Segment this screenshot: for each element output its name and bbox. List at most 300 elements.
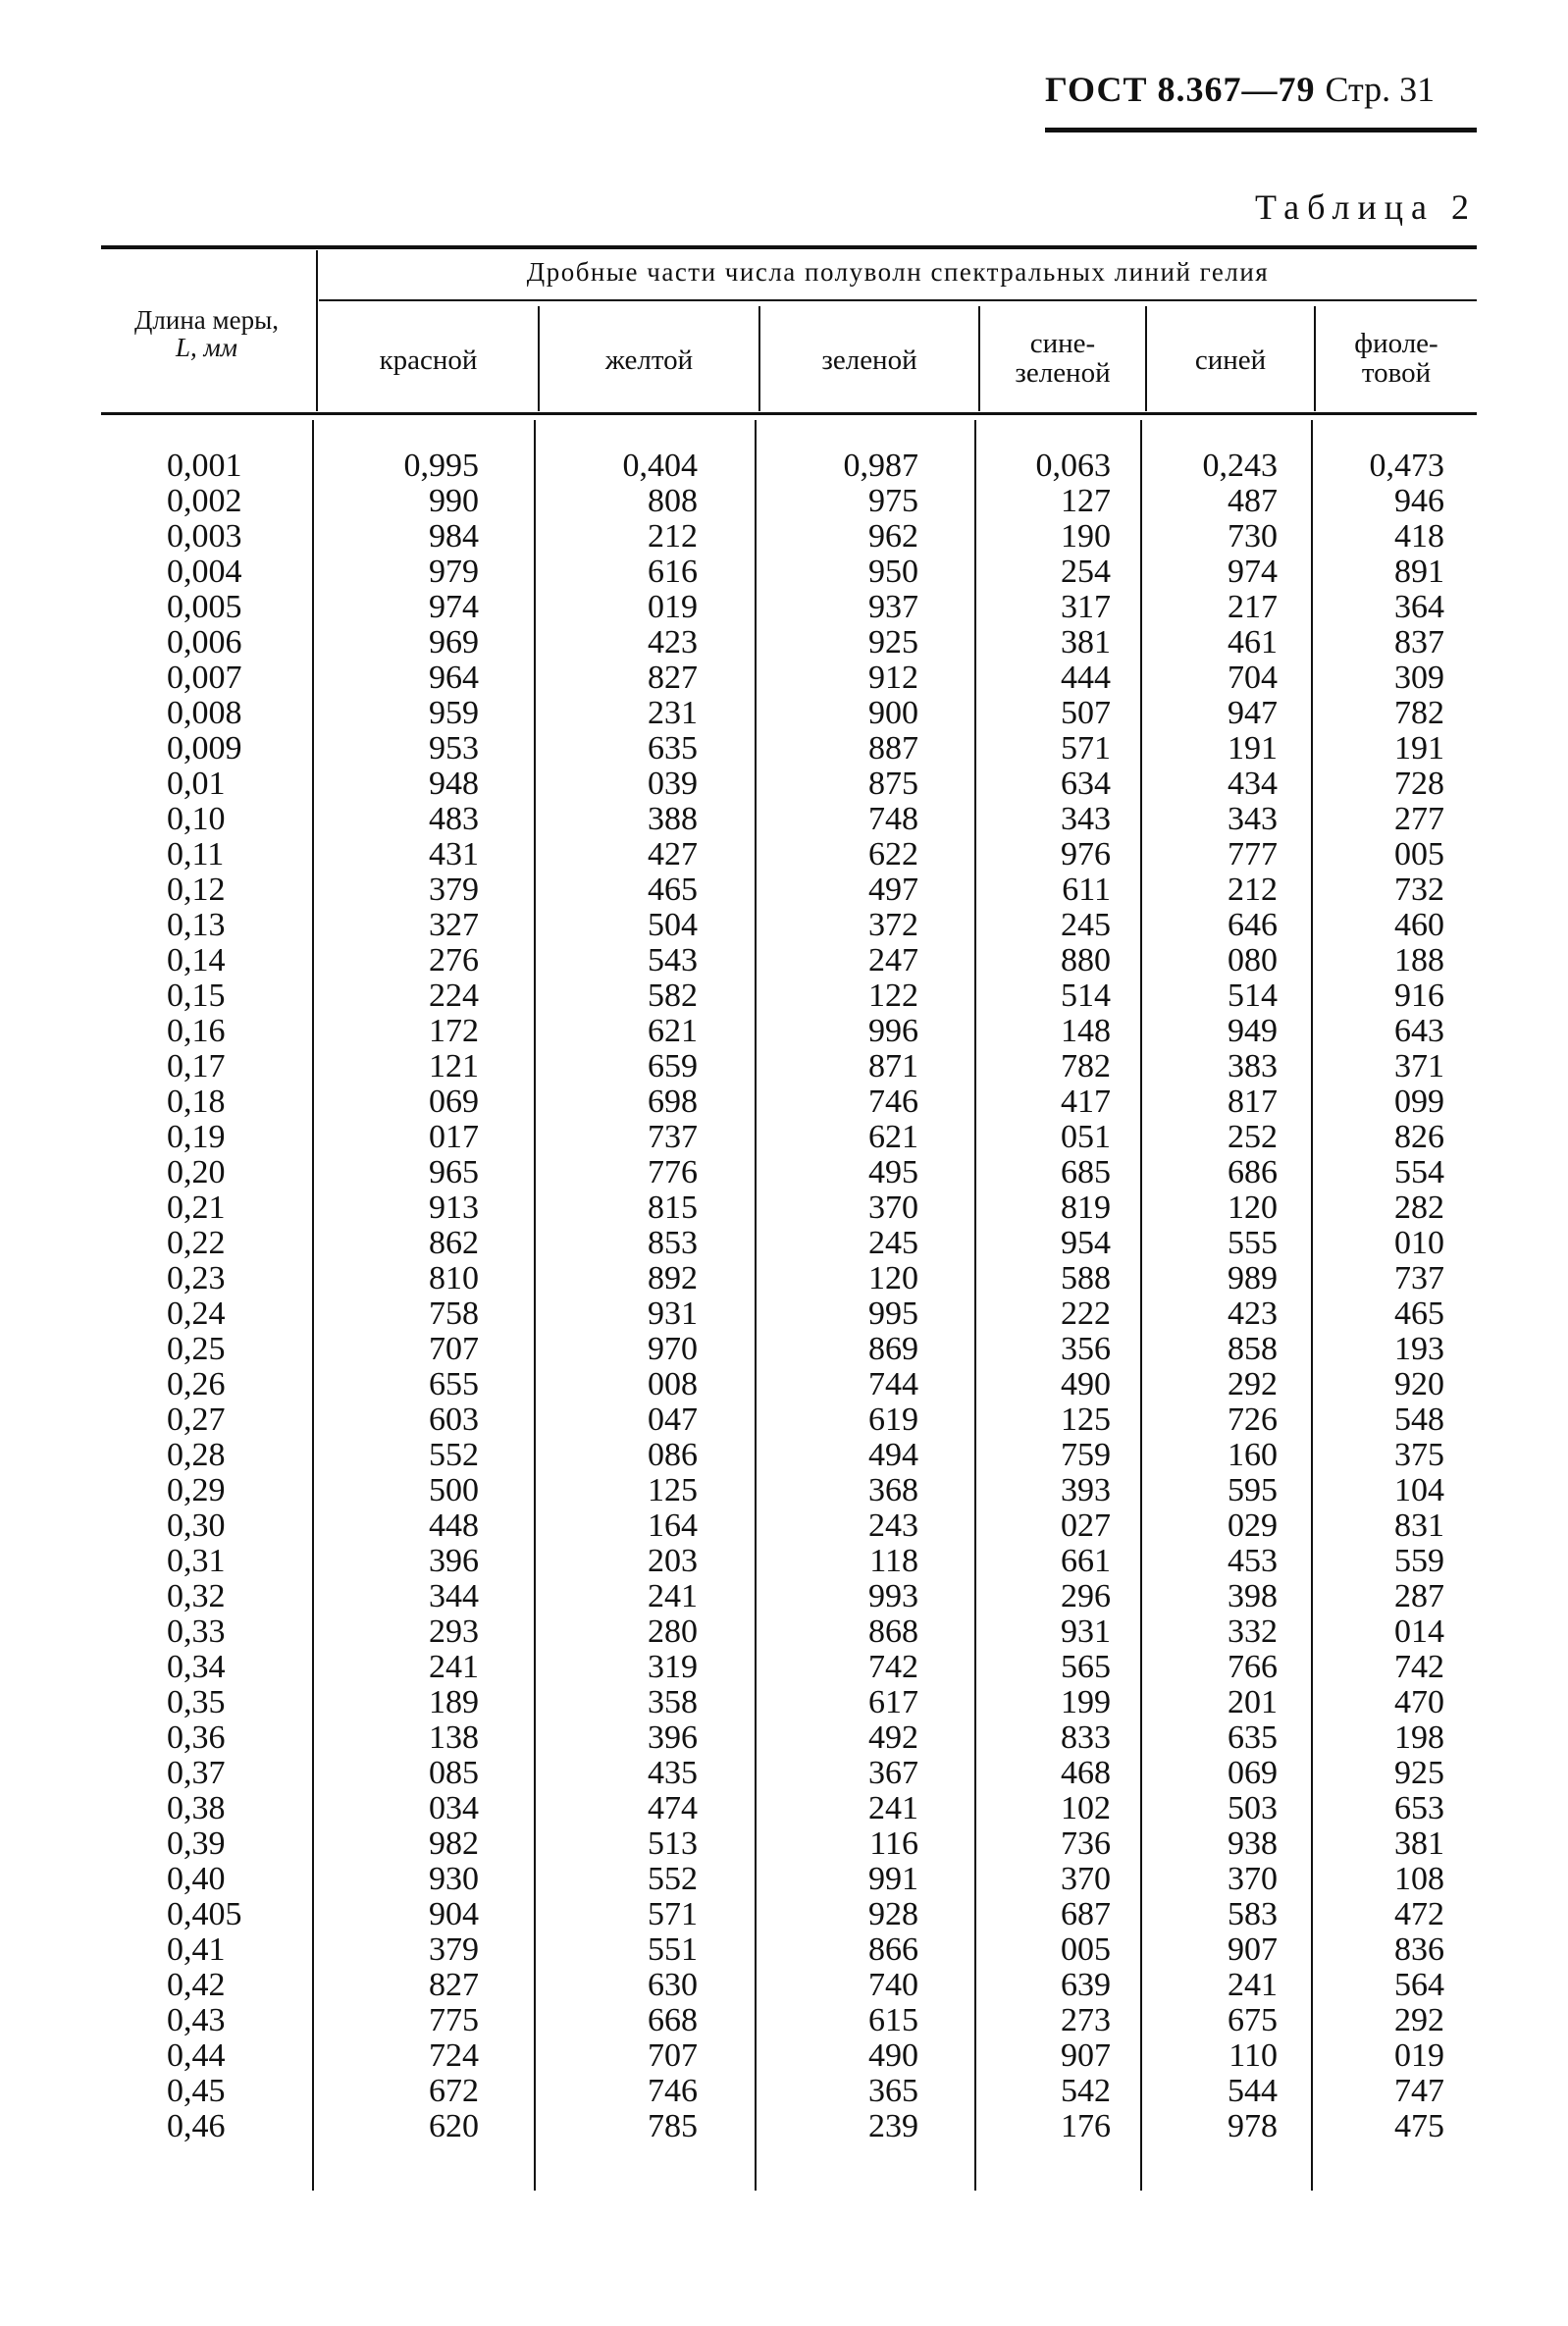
- table-top-rule: [101, 245, 1477, 249]
- value-cell: 190: [1061, 518, 1111, 555]
- value-cell: 241: [648, 1578, 698, 1614]
- value-cell: 514: [1061, 978, 1111, 1014]
- length-cell: 0,001: [167, 448, 242, 484]
- value-cell: 862: [429, 1225, 479, 1261]
- value-cell: 962: [868, 518, 918, 555]
- value-cell: 611: [1062, 872, 1111, 908]
- value-cell: 746: [648, 2073, 698, 2109]
- value-cell: 014: [1394, 1613, 1444, 1650]
- table-caption: Таблица 2: [1255, 187, 1477, 227]
- value-cell: 913: [429, 1189, 479, 1226]
- value-cell: 008: [648, 1366, 698, 1402]
- value-cell: 938: [1228, 1825, 1278, 1862]
- value-cell: 245: [868, 1225, 918, 1261]
- value-cell: 241: [868, 1790, 918, 1826]
- value-cell: 900: [868, 695, 918, 731]
- value-cell: 191: [1228, 730, 1278, 767]
- value-cell: 497: [868, 872, 918, 908]
- length-cell: 0,35: [167, 1684, 226, 1720]
- value-cell: 017: [429, 1119, 479, 1155]
- length-cell: 0,01: [167, 766, 226, 802]
- value-cell: 423: [648, 624, 698, 661]
- value-cell: 005: [1061, 1931, 1111, 1968]
- length-cell: 0,004: [167, 554, 242, 590]
- value-cell: 989: [1228, 1260, 1278, 1296]
- value-cell: 029: [1228, 1507, 1278, 1544]
- value-cell: 949: [1228, 1013, 1278, 1049]
- value-cell: 448: [429, 1507, 479, 1544]
- value-cell: 085: [429, 1755, 479, 1791]
- length-cell: 0,405: [167, 1896, 242, 1932]
- value-cell: 928: [868, 1896, 918, 1932]
- value-cell: 736: [1061, 1825, 1111, 1862]
- value-cell: 685: [1061, 1154, 1111, 1190]
- length-cell: 0,32: [167, 1578, 226, 1614]
- value-cell: 231: [648, 695, 698, 731]
- value-cell: 993: [868, 1578, 918, 1614]
- value-cell: 365: [868, 2073, 918, 2109]
- value-cell: 619: [868, 1401, 918, 1438]
- value-cell: 224: [429, 978, 479, 1014]
- value-cell: 759: [1061, 1437, 1111, 1473]
- value-cell: 503: [1228, 1790, 1278, 1826]
- document-code: ГОСТ 8.367—79: [1045, 70, 1316, 109]
- value-cell: 964: [429, 660, 479, 696]
- value-cell: 634: [1061, 766, 1111, 802]
- length-values-column: [167, 449, 304, 2144]
- value-cell: 571: [648, 1896, 698, 1932]
- value-cell: 375: [1394, 1437, 1444, 1473]
- value-cell: 0,473: [1369, 448, 1444, 484]
- length-cell: 0,38: [167, 1790, 226, 1826]
- value-cell: 831: [1394, 1507, 1444, 1544]
- value-cell: 730: [1228, 518, 1278, 555]
- value-cell: 742: [868, 1649, 918, 1685]
- value-cell: 191: [1394, 730, 1444, 767]
- value-cell: 583: [1228, 1896, 1278, 1932]
- value-cell: 582: [648, 978, 698, 1014]
- value-cell: 925: [868, 624, 918, 661]
- length-cell: 0,006: [167, 624, 242, 661]
- value-cell: 199: [1061, 1684, 1111, 1720]
- value-cell: 118: [869, 1543, 918, 1579]
- value-cell: 212: [648, 518, 698, 555]
- length-cell: 0,14: [167, 942, 226, 978]
- value-cell: 417: [1061, 1084, 1111, 1120]
- value-cell: 984: [429, 518, 479, 555]
- body-divider-1: [534, 420, 536, 2191]
- value-cell: 554: [1394, 1154, 1444, 1190]
- value-cell: 372: [868, 907, 918, 943]
- value-cell: 698: [648, 1084, 698, 1120]
- length-cell: 0,45: [167, 2073, 226, 2109]
- value-cell: 742: [1394, 1649, 1444, 1685]
- value-cell: 317: [1061, 589, 1111, 625]
- length-column-header: [101, 306, 312, 362]
- value-cell: 019: [648, 589, 698, 625]
- value-cell: 635: [1228, 1719, 1278, 1756]
- value-cell: 826: [1394, 1119, 1444, 1155]
- value-cell: 371: [1394, 1048, 1444, 1084]
- length-cell: 0,25: [167, 1331, 226, 1367]
- value-cell: 465: [1394, 1295, 1444, 1332]
- value-cell: 125: [648, 1472, 698, 1508]
- value-cell: 937: [868, 589, 918, 625]
- value-cell: 247: [868, 942, 918, 978]
- value-cell: 468: [1061, 1755, 1111, 1791]
- value-cell: 551: [648, 1931, 698, 1968]
- value-cell: 659: [648, 1048, 698, 1084]
- value-cell: 418: [1394, 518, 1444, 555]
- value-cell: 675: [1228, 2002, 1278, 2038]
- value-cell: 239: [868, 2108, 918, 2144]
- value-cell: 0,995: [403, 448, 479, 484]
- value-cell: 099: [1394, 1084, 1444, 1120]
- value-cell: 120: [1228, 1189, 1278, 1226]
- value-cell: 193: [1394, 1331, 1444, 1367]
- value-cell: 555: [1228, 1225, 1278, 1261]
- value-cell: 0,243: [1202, 448, 1278, 484]
- length-cell: 0,17: [167, 1048, 226, 1084]
- length-cell: 0,005: [167, 589, 242, 625]
- value-cell: 343: [1061, 801, 1111, 837]
- value-cell: 472: [1394, 1896, 1444, 1932]
- value-cell: 241: [1228, 1967, 1278, 2003]
- length-cell: 0,22: [167, 1225, 226, 1261]
- page-number: Стр. 31: [1325, 70, 1436, 109]
- length-cell: 0,002: [167, 483, 242, 519]
- value-cell: 782: [1394, 695, 1444, 731]
- value-cell: 965: [429, 1154, 479, 1190]
- value-cell: 892: [648, 1260, 698, 1296]
- value-cell: 815: [648, 1189, 698, 1226]
- value-cell: 775: [429, 2002, 479, 2038]
- value-cell: 970: [648, 1331, 698, 1367]
- body-divider-3: [974, 420, 976, 2191]
- value-cell: 121: [429, 1048, 479, 1084]
- length-header-line1: Длина меры,: [134, 305, 279, 335]
- body-divider-4: [1140, 420, 1142, 2191]
- value-cell: 853: [648, 1225, 698, 1261]
- value-cell: 946: [1394, 483, 1444, 519]
- value-cell: 475: [1394, 2108, 1444, 2144]
- value-cell: 217: [1228, 589, 1278, 625]
- length-cell: 0,16: [167, 1013, 226, 1049]
- value-cell: 435: [648, 1755, 698, 1791]
- body-divider-length: [312, 420, 314, 2191]
- value-cell: 203: [648, 1543, 698, 1579]
- value-cell: 758: [429, 1295, 479, 1332]
- value-cell: 047: [648, 1401, 698, 1438]
- length-cell: 0,46: [167, 2108, 226, 2144]
- value-cell: 189: [429, 1684, 479, 1720]
- value-cell: 827: [648, 660, 698, 696]
- value-cell: 819: [1061, 1189, 1111, 1226]
- value-cell: 559: [1394, 1543, 1444, 1579]
- value-cell: 296: [1061, 1578, 1111, 1614]
- value-cell: 116: [869, 1825, 918, 1862]
- value-cell: 808: [648, 483, 698, 519]
- value-cell: 737: [1394, 1260, 1444, 1296]
- value-cell: 661: [1061, 1543, 1111, 1579]
- length-cell: 0,15: [167, 978, 226, 1014]
- value-cell: 704: [1228, 660, 1278, 696]
- value-cell: 543: [648, 942, 698, 978]
- length-cell: 0,36: [167, 1719, 226, 1756]
- value-cell: 368: [868, 1472, 918, 1508]
- value-cell: 907: [1228, 1931, 1278, 1968]
- value-cell: 494: [868, 1437, 918, 1473]
- length-cell: 0,12: [167, 872, 226, 908]
- value-cell: 327: [429, 907, 479, 943]
- value-cell: 975: [868, 483, 918, 519]
- value-cell: 280: [648, 1613, 698, 1650]
- header-bottom-rule: [101, 412, 1477, 415]
- value-cell: 172: [429, 1013, 479, 1049]
- length-cell: 0,007: [167, 660, 242, 696]
- value-cell: 978: [1228, 2108, 1278, 2144]
- value-cell: 383: [1228, 1048, 1278, 1084]
- value-cell: 243: [868, 1507, 918, 1544]
- length-cell: 0,009: [167, 730, 242, 767]
- value-cell: 005: [1394, 836, 1444, 872]
- column-header-yellow: желтой: [604, 344, 694, 376]
- value-cell: 364: [1394, 589, 1444, 625]
- value-cell: 513: [648, 1825, 698, 1862]
- value-cell: 836: [1394, 1931, 1444, 1968]
- blue-green-values-column: [991, 449, 1111, 2144]
- value-cell: 127: [1061, 483, 1111, 519]
- column-header-blue-green: сине- зеленой: [1015, 328, 1111, 390]
- value-cell: 868: [868, 1613, 918, 1650]
- value-cell: 356: [1061, 1331, 1111, 1367]
- length-cell: 0,31: [167, 1543, 226, 1579]
- length-cell: 0,003: [167, 518, 242, 555]
- value-cell: 746: [868, 1084, 918, 1120]
- value-cell: 875: [868, 766, 918, 802]
- value-cell: 810: [429, 1260, 479, 1296]
- value-cell: 504: [648, 907, 698, 943]
- violet-values-column: [1330, 449, 1444, 2144]
- value-cell: 916: [1394, 978, 1444, 1014]
- value-cell: 176: [1061, 2108, 1111, 2144]
- value-cell: 732: [1394, 872, 1444, 908]
- value-cell: 292: [1228, 1366, 1278, 1402]
- value-cell: 490: [1061, 1366, 1111, 1402]
- value-cell: 474: [648, 1790, 698, 1826]
- red-values-column: [353, 449, 479, 2144]
- value-cell: 744: [868, 1366, 918, 1402]
- value-cell: 273: [1061, 2002, 1111, 2038]
- value-cell: 912: [868, 660, 918, 696]
- value-cell: 782: [1061, 1048, 1111, 1084]
- length-cell: 0,43: [167, 2002, 226, 2038]
- value-cell: 726: [1228, 1401, 1278, 1438]
- value-cell: 019: [1394, 2037, 1444, 2074]
- value-cell: 483: [429, 801, 479, 837]
- value-cell: 379: [429, 872, 479, 908]
- value-cell: 707: [648, 2037, 698, 2074]
- length-cell: 0,008: [167, 695, 242, 731]
- value-cell: 104: [1394, 1472, 1444, 1508]
- value-cell: 358: [648, 1684, 698, 1720]
- value-cell: 396: [648, 1719, 698, 1756]
- yellow-values-column: [569, 449, 698, 2144]
- value-cell: 164: [648, 1507, 698, 1544]
- value-cell: 069: [429, 1084, 479, 1120]
- blue-values-column: [1158, 449, 1278, 2144]
- value-cell: 672: [429, 2073, 479, 2109]
- column-header-violet: фиоле- товой: [1354, 328, 1438, 390]
- value-cell: 514: [1228, 978, 1278, 1014]
- value-cell: 827: [429, 1967, 479, 2003]
- value-cell: 931: [648, 1295, 698, 1332]
- value-cell: 427: [648, 836, 698, 872]
- value-cell: 490: [868, 2037, 918, 2074]
- value-cell: 125: [1061, 1401, 1111, 1438]
- value-cell: 620: [429, 2108, 479, 2144]
- value-cell: 039: [648, 766, 698, 802]
- value-cell: 188: [1394, 942, 1444, 978]
- value-cell: 542: [1061, 2073, 1111, 2109]
- length-cell: 0,24: [167, 1295, 226, 1332]
- value-cell: 959: [429, 695, 479, 731]
- length-cell: 0,42: [167, 1967, 226, 2003]
- value-cell: 344: [429, 1578, 479, 1614]
- value-cell: 748: [868, 801, 918, 837]
- value-cell: 370: [1061, 1861, 1111, 1897]
- value-cell: 687: [1061, 1896, 1111, 1932]
- value-cell: 603: [429, 1401, 479, 1438]
- value-cell: 379: [429, 1931, 479, 1968]
- value-cell: 0,987: [843, 448, 918, 484]
- length-cell: 0,37: [167, 1755, 226, 1791]
- value-cell: 108: [1394, 1861, 1444, 1897]
- value-cell: 110: [1228, 2037, 1278, 2074]
- value-cell: 565: [1061, 1649, 1111, 1685]
- group-header-rule: [319, 299, 1477, 301]
- value-cell: 616: [648, 554, 698, 590]
- value-cell: 621: [868, 1119, 918, 1155]
- length-cell: 0,39: [167, 1825, 226, 1862]
- value-cell: 728: [1394, 766, 1444, 802]
- value-cell: 639: [1061, 1967, 1111, 2003]
- value-cell: 833: [1061, 1719, 1111, 1756]
- group-header: Дробные части числа полуволн спектральных линий гелия: [526, 257, 1270, 287]
- value-cell: 431: [429, 836, 479, 872]
- length-cell: 0,10: [167, 801, 226, 837]
- value-cell: 381: [1061, 624, 1111, 661]
- column-header-red: красной: [379, 344, 478, 376]
- length-header-line2: L, мм: [176, 333, 237, 363]
- value-cell: 931: [1061, 1613, 1111, 1650]
- value-cell: 686: [1228, 1154, 1278, 1190]
- length-cell: 0,33: [167, 1613, 226, 1650]
- value-cell: 027: [1061, 1507, 1111, 1544]
- value-cell: 120: [868, 1260, 918, 1296]
- header-rule: [1045, 128, 1477, 132]
- value-cell: 817: [1228, 1084, 1278, 1120]
- value-cell: 470: [1394, 1684, 1444, 1720]
- value-cell: 646: [1228, 907, 1278, 943]
- value-cell: 367: [868, 1755, 918, 1791]
- value-cell: 976: [1061, 836, 1111, 872]
- value-cell: 635: [648, 730, 698, 767]
- length-cell: 0,11: [167, 836, 225, 872]
- header-divider-length: [316, 250, 318, 411]
- value-cell: 979: [429, 554, 479, 590]
- length-cell: 0,40: [167, 1861, 226, 1897]
- value-cell: 766: [1228, 1649, 1278, 1685]
- length-cell: 0,18: [167, 1084, 226, 1120]
- value-cell: 245: [1061, 907, 1111, 943]
- value-cell: 332: [1228, 1613, 1278, 1650]
- value-cell: 122: [868, 978, 918, 1014]
- value-cell: 495: [868, 1154, 918, 1190]
- value-cell: 080: [1228, 942, 1278, 978]
- column-header-blue: синей: [1194, 344, 1267, 376]
- value-cell: 996: [868, 1013, 918, 1049]
- value-cell: 201: [1228, 1684, 1278, 1720]
- value-cell: 571: [1061, 730, 1111, 767]
- body-divider-2: [755, 420, 757, 2191]
- value-cell: 309: [1394, 660, 1444, 696]
- value-cell: 388: [648, 801, 698, 837]
- value-cell: 507: [1061, 695, 1111, 731]
- value-cell: 552: [429, 1437, 479, 1473]
- value-cell: 544: [1228, 2073, 1278, 2109]
- value-cell: 277: [1394, 801, 1444, 837]
- value-cell: 991: [868, 1861, 918, 1897]
- value-cell: 995: [868, 1295, 918, 1332]
- value-cell: 925: [1394, 1755, 1444, 1791]
- value-cell: 370: [1228, 1861, 1278, 1897]
- value-cell: 740: [868, 1967, 918, 2003]
- value-cell: 950: [868, 554, 918, 590]
- length-cell: 0,41: [167, 1931, 226, 1968]
- value-cell: 871: [868, 1048, 918, 1084]
- length-cell: 0,34: [167, 1649, 226, 1685]
- value-cell: 548: [1394, 1401, 1444, 1438]
- value-cell: 292: [1394, 2002, 1444, 2038]
- value-cell: 737: [648, 1119, 698, 1155]
- value-cell: 668: [648, 2002, 698, 2038]
- value-cell: 904: [429, 1896, 479, 1932]
- value-cell: 287: [1394, 1578, 1444, 1614]
- value-cell: 622: [868, 836, 918, 872]
- value-cell: 370: [868, 1189, 918, 1226]
- value-cell: 564: [1394, 1967, 1444, 2003]
- value-cell: 396: [429, 1543, 479, 1579]
- value-cell: 254: [1061, 554, 1111, 590]
- value-cell: 776: [648, 1154, 698, 1190]
- value-cell: 947: [1228, 695, 1278, 731]
- length-cell: 0,20: [167, 1154, 226, 1190]
- value-cell: 198: [1394, 1719, 1444, 1756]
- length-cell: 0,27: [167, 1401, 226, 1438]
- value-cell: 615: [868, 2002, 918, 2038]
- value-cell: 643: [1394, 1013, 1444, 1049]
- green-values-column: [785, 449, 918, 2144]
- value-cell: 858: [1228, 1331, 1278, 1367]
- value-cell: 393: [1061, 1472, 1111, 1508]
- value-cell: 777: [1228, 836, 1278, 872]
- value-cell: 869: [868, 1331, 918, 1367]
- value-cell: 837: [1394, 624, 1444, 661]
- value-cell: 034: [429, 1790, 479, 1826]
- value-cell: 969: [429, 624, 479, 661]
- length-cell: 0,21: [167, 1189, 226, 1226]
